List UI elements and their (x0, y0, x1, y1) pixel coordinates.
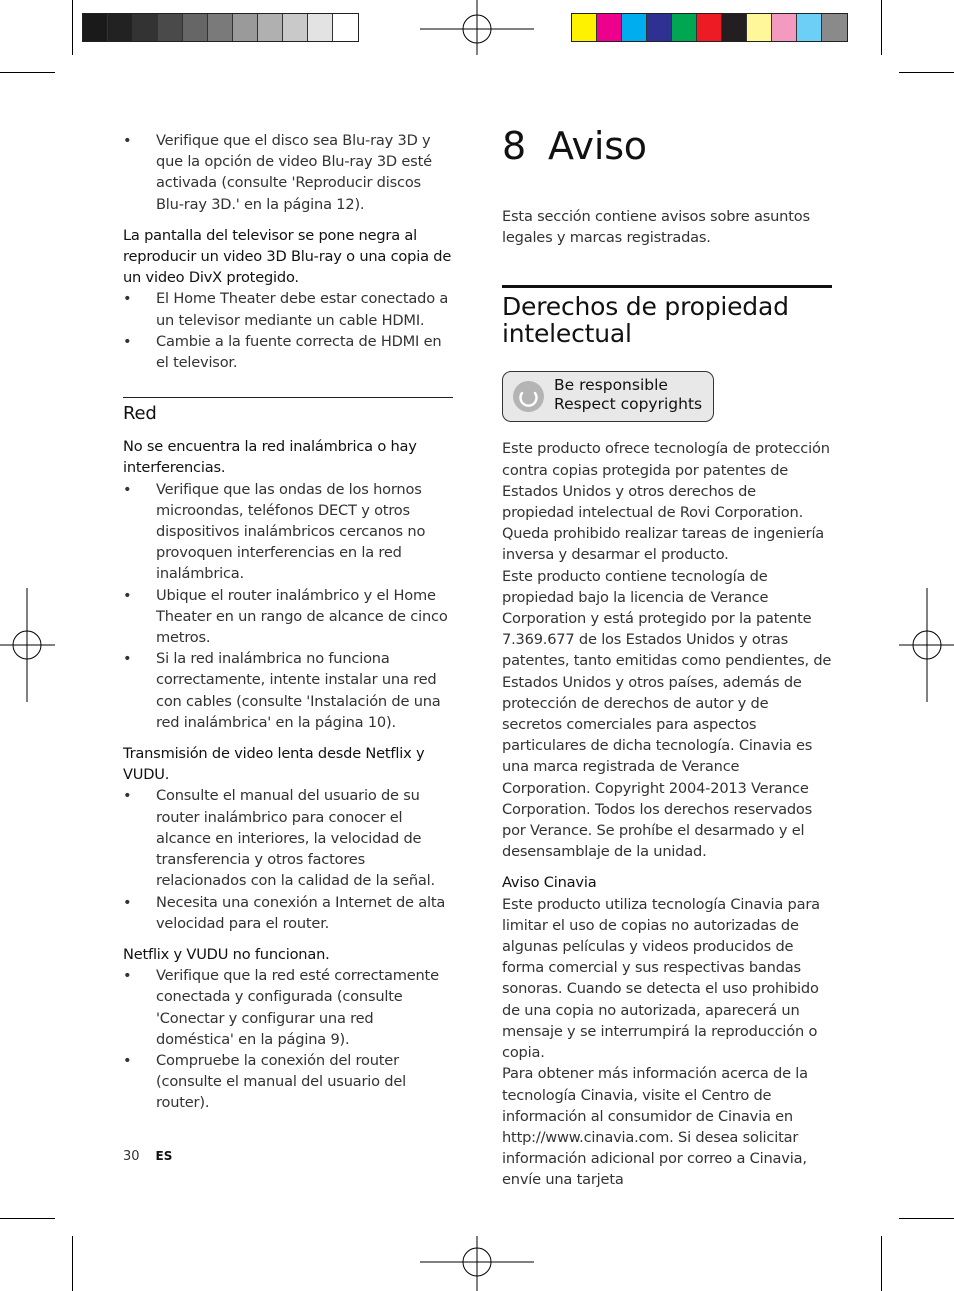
color-swatch (822, 14, 847, 41)
copyright-badge (502, 371, 714, 422)
subheading-cinavia: Aviso Cinavia (502, 874, 597, 892)
bullet: • (123, 132, 132, 149)
color-swatch (258, 14, 283, 41)
color-swatch (572, 14, 597, 41)
chapter-intro: Esta sección contiene avisos sobre asuntos legales y marcas registradas. (502, 208, 810, 247)
chapter-title (502, 124, 832, 168)
crop-mark (881, 1236, 882, 1291)
crop-mark (0, 1218, 55, 1219)
bullet-text: Verifique que la red esté correctamente conectada y configurada (consulte 'Conectar y configurar una red doméstica' en la página 9). (156, 967, 439, 1048)
bullet-text: Necesita una conexión a Internet de alta velocidad para el router. (156, 893, 446, 932)
bullet-text: Verifique que las ondas de los hornos microondas, teléfonos DECT y otros dispositivos inalámbricos cercanos no provoquen interferencias en la red inalámbrica. (156, 480, 426, 583)
process-color-bar (571, 13, 848, 42)
list-item (123, 479, 453, 585)
paragraph: Este producto utiliza tecnología Cinavia para limitar el uso de copias no autorizadas de algunas películas y videos producidos de forma comercial y sus respectivas bandas sonoras. Cuando se detecta el uso prohibido de una copia no autorizada, aparecerá un mensaje y se interrumpirá la reproducción o copia. (502, 895, 820, 1062)
bullet-text: Consulte el manual del usuario de su router inalámbrico para conocer el alcance en interiores, la velocidad de transferencia y otros factores relacionados con la calidad de la señal. (156, 787, 435, 890)
registration-mark-icon (420, 0, 534, 60)
bullet-text: Compruebe la conexión del router (consulte el manual del usuario del router). (156, 1051, 407, 1112)
section-title-ip: Derechos de propiedad intelectual (502, 285, 832, 347)
chapter-name: Aviso (547, 124, 647, 168)
bullet: • (123, 650, 132, 668)
list-item (123, 331, 453, 373)
list-item (123, 965, 453, 1050)
problem-heading: Transmisión de video lenta desde Netflix y VUDU. (123, 745, 425, 784)
page-footer (123, 1149, 172, 1164)
color-swatch (83, 14, 108, 41)
bullet: • (123, 1051, 132, 1069)
list-item (123, 130, 453, 215)
paragraph: Este producto ofrece tecnología de protección contra copias protegida por patentes de Estados Unidos y otros derechos de propiedad intelectual de Rovi Corporation. Queda prohibido realizar tareas de ingeniería inversa y desarmar el producto. (502, 440, 830, 564)
bullet: • (123, 787, 132, 805)
bullet-text: Si la red inalámbrica no funciona correctamente, intente instalar una red con cables (consulte 'Instalación de una red inalámbrica' en la página 10). (156, 650, 441, 731)
list-item (123, 648, 453, 733)
color-swatch (208, 14, 233, 41)
bullet: • (123, 480, 132, 498)
respect-copyright-icon (513, 381, 544, 412)
crop-mark (72, 0, 73, 55)
color-swatch (747, 14, 772, 41)
crop-mark (899, 72, 954, 73)
color-swatch (722, 14, 747, 41)
right-column (502, 118, 832, 1191)
color-swatch (672, 14, 697, 41)
section-title-red: Red (123, 397, 453, 426)
color-swatch (697, 14, 722, 41)
color-swatch (647, 14, 672, 41)
crop-mark (881, 0, 882, 55)
color-swatch (308, 14, 333, 41)
problem-heading: Netflix y VUDU no funcionan. (123, 945, 330, 963)
badge-line-1: Be responsible (554, 376, 668, 395)
chapter-number: 8 (502, 124, 526, 168)
registration-mark-icon (894, 588, 954, 702)
list-item (123, 785, 453, 891)
crop-mark (899, 1218, 954, 1219)
color-swatch (233, 14, 258, 41)
color-swatch (183, 14, 208, 41)
bullet: • (123, 893, 132, 911)
language-code: ES (155, 1149, 173, 1163)
left-column (123, 130, 453, 1114)
list-item (123, 585, 453, 649)
registration-mark-icon (420, 1231, 534, 1291)
bullet-text: El Home Theater debe estar conectado a un televisor mediante un cable HDMI. (156, 290, 449, 329)
grayscale-color-bar (82, 13, 359, 42)
color-swatch (133, 14, 158, 41)
list-item (123, 1050, 453, 1114)
color-swatch (333, 14, 358, 41)
problem-heading: No se encuentra la red inalámbrica o hay interferencias. (123, 438, 417, 477)
problem-heading: La pantalla del televisor se pone negra al reproducir un video 3D Blu-ray o una copia de un video DivX protegido. (123, 226, 452, 287)
color-swatch (158, 14, 183, 41)
paragraph: Para obtener más información acerca de la tecnología Cinavia, visite el Centro de información al consumidor de Cinavia en http://www.cinavia.com. Si desea solicitar información adicional por correo a Cinavia, envíe una tarjeta (502, 1065, 808, 1189)
bullet: • (123, 967, 132, 985)
color-swatch (772, 14, 797, 41)
color-swatch (622, 14, 647, 41)
page-number: 30 (123, 1149, 140, 1164)
paragraph: Este producto contiene tecnología de propiedad bajo la licencia de Verance Corporation y está protegido por la patente 7.369.677 de los Estados Unidos y otras patentes, tanto emitidas como pendientes, de Estados Unidos y otros países, además de protección de derechos de autor y de secretos comerciales para aspectos particulares de dicha tecnología. Cinavia es una marca registrada de Verance Corporation. Copyright 2004-2013 Verance Corporation. Todos los derechos reservados por Verance. Se prohíbe el desarmado y el desensamblaje de la unidad. (502, 567, 832, 861)
bullet: • (123, 290, 132, 308)
registration-mark-icon (0, 588, 60, 702)
bullet-text: Verifique que el disco sea Blu-ray 3D y que la opción de video Blu-ray 3D esté activada (consulte 'Reproducir discos Blu-ray 3D.' en la página 12). (156, 132, 432, 213)
bullet-text: Cambie a la fuente correcta de HDMI en el televisor. (156, 332, 442, 372)
crop-mark (0, 72, 55, 73)
bullet-text: Ubique el router inalámbrico y el Home Theater en un rango de alcance de cinco metros. (156, 586, 448, 647)
color-swatch (597, 14, 622, 41)
crop-mark (72, 1236, 73, 1291)
badge-line-2: Respect copyrights (554, 395, 703, 414)
bullet: • (123, 332, 132, 350)
color-swatch (797, 14, 822, 41)
list-item (123, 288, 453, 330)
list-item (123, 892, 453, 934)
color-swatch (108, 14, 133, 41)
color-swatch (283, 14, 308, 41)
bullet: • (123, 586, 132, 604)
